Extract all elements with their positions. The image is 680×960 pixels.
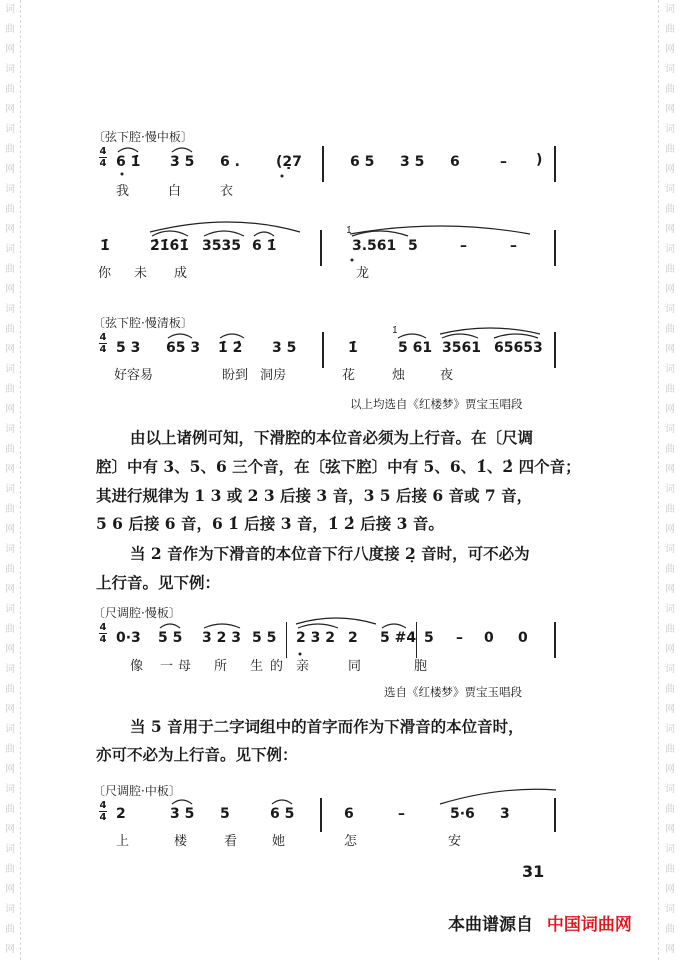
watermark-char: 词: [5, 364, 15, 375]
note-group: 3 5: [272, 340, 297, 356]
paragraph-line: 腔〕中有 3、5、6 三个音，在〔弦下腔〕中有 5、6、1̇、2̇ 四个音；: [96, 457, 581, 476]
watermark-char: 词: [5, 424, 15, 435]
watermark-char: 网: [5, 884, 15, 895]
watermark-char: 词: [665, 64, 675, 75]
example4-label: 〔尺调腔·中板〕: [93, 784, 181, 798]
watermark-char: 曲: [5, 84, 15, 95]
watermark-char: 曲: [665, 444, 675, 455]
note-group: 6 1̇: [116, 154, 141, 170]
watermark-char: 网: [665, 44, 675, 55]
watermark-char: 网: [665, 944, 675, 955]
watermark-char: 词: [5, 784, 15, 795]
watermark-char: 网: [5, 524, 15, 535]
note-group: 2: [348, 630, 358, 646]
slur: [350, 226, 530, 234]
note-group: 3535: [202, 238, 241, 254]
slur: [494, 334, 538, 338]
note-group: 6 5: [270, 806, 295, 822]
example3-time-signature: 4 4: [99, 622, 107, 645]
note-group: 5: [220, 806, 230, 822]
watermark-char: 曲: [5, 144, 15, 155]
lyric: 成: [174, 266, 188, 281]
note-group: 3.561: [352, 238, 397, 254]
watermark-char: 词: [5, 604, 15, 615]
note-group: 3: [500, 806, 510, 822]
example2-label: 〔弦下腔·慢清板〕: [93, 316, 193, 330]
note-group: 5 3: [116, 340, 141, 356]
watermark-char: 网: [5, 164, 15, 175]
note-group: 1̇: [100, 238, 110, 254]
note-group: 6 5: [350, 154, 375, 170]
footer-prefix: 本曲谱源自: [448, 915, 533, 935]
paragraph-line: 由以上诸例可知，下滑腔的本位音必须为上行音。在〔尺调: [130, 428, 534, 447]
note-group: 5 #4: [380, 630, 417, 646]
watermark-char: 曲: [665, 504, 675, 515]
watermark-char: 曲: [665, 324, 675, 335]
watermark-char: 曲: [5, 24, 15, 35]
lyric: 母: [178, 659, 192, 674]
watermark-char: 曲: [5, 924, 15, 935]
watermark-char: 网: [665, 104, 675, 115]
watermark-char: 网: [5, 404, 15, 415]
watermark-char: 曲: [5, 744, 15, 755]
lyric: 亲: [296, 659, 310, 674]
lyric: 一: [160, 659, 174, 674]
note-group: 5·6: [450, 806, 475, 822]
example3-label: 〔尺调腔·慢板〕: [93, 606, 181, 620]
watermark-char: 网: [665, 284, 675, 295]
lyric: 夜: [440, 368, 454, 383]
lyric: 看: [224, 834, 238, 849]
watermark-char: 词: [5, 4, 15, 15]
watermark-char: 曲: [5, 564, 15, 575]
watermark-char: 网: [5, 284, 15, 295]
lyric: 盼到: [222, 368, 249, 383]
watermark-char: 网: [665, 164, 675, 175]
source-note: 以上均选自《红楼梦》贾宝玉唱段: [350, 397, 523, 411]
watermark-char: 网: [665, 764, 675, 775]
watermark-char: 词: [665, 424, 675, 435]
watermark-char: 网: [665, 344, 675, 355]
watermark-char: 词: [5, 724, 15, 735]
watermark-char: 曲: [665, 924, 675, 935]
example2-time-signature: 4 4: [99, 332, 107, 355]
paragraph-line: 亦可不必为上行音。见下例：: [96, 745, 298, 764]
note-group: 5: [408, 238, 418, 254]
lyric: 你: [98, 266, 112, 281]
lyric: 生: [250, 659, 264, 674]
watermark-char: 网: [5, 344, 15, 355]
note-group: 1̇ 2̇: [218, 340, 243, 356]
note-group: 65653: [494, 340, 543, 356]
lyric: 的: [270, 659, 284, 674]
watermark-char: 网: [665, 224, 675, 235]
watermark-char: 网: [5, 944, 15, 955]
watermark-char: 网: [665, 524, 675, 535]
watermark-char: 词: [5, 64, 15, 75]
slur: [172, 148, 192, 152]
page-number: 31: [522, 862, 545, 881]
watermark-char: 网: [5, 224, 15, 235]
grace-note: 1̇: [392, 326, 398, 336]
watermark-char: 曲: [665, 864, 675, 875]
note-group: 2̇1̇6̇1̇: [150, 238, 189, 254]
watermark-char: 词: [665, 304, 675, 315]
slur: [204, 624, 240, 628]
note-group: 3 2 3: [202, 630, 241, 646]
slur: [254, 232, 274, 236]
watermark-char: 词: [665, 784, 675, 795]
paragraph-line: 5 6 后接 6 音，6 1̇ 后接 3 音，1̇ 2̇ 后接 3 音。: [96, 514, 444, 533]
watermark-char: 网: [5, 104, 15, 115]
watermark-char: 曲: [5, 264, 15, 275]
watermark-char: 词: [665, 244, 675, 255]
lyric: 龙: [356, 266, 370, 281]
watermark-char: 曲: [665, 264, 675, 275]
note-group: ): [536, 152, 543, 168]
slur: [440, 789, 556, 804]
watermark-char: 词: [665, 4, 675, 15]
watermark-char: 词: [665, 724, 675, 735]
note-group: 2: [116, 806, 126, 822]
slur: [296, 618, 376, 624]
watermark-char: 曲: [5, 624, 15, 635]
paragraph-line: 当 5 音用于二字词组中的首字而作为下滑音的本位音时，: [130, 717, 524, 736]
watermark-char: 曲: [665, 84, 675, 95]
lyric: 安: [448, 834, 462, 849]
note-group: 5: [424, 630, 434, 646]
watermark-char: 曲: [5, 804, 15, 815]
slur: [298, 624, 338, 628]
watermark-char: 曲: [665, 144, 675, 155]
lyric: 胞: [414, 659, 428, 674]
slur: [118, 148, 138, 152]
watermark-char: 词: [5, 664, 15, 675]
watermark-char: 曲: [665, 744, 675, 755]
source-note: 选自《红楼梦》贾宝玉唱段: [384, 685, 522, 699]
watermark-char: 词: [665, 664, 675, 675]
note-group: 3 5: [170, 154, 195, 170]
note-group: 6 1̇: [252, 238, 277, 254]
watermark-char: 网: [5, 704, 15, 715]
lyric: 烛: [392, 368, 406, 383]
watermark-char: 网: [665, 404, 675, 415]
watermark-char: 词: [5, 304, 15, 315]
watermark-char: 曲: [665, 564, 675, 575]
note-group: –: [460, 238, 467, 254]
watermark-char: 网: [665, 824, 675, 835]
watermark-char: 网: [665, 584, 675, 595]
watermark-char: 网: [5, 584, 15, 595]
lyric: 楼: [174, 834, 188, 849]
paragraph-line: 上行音。见下例：: [96, 573, 221, 592]
note-group: 65 3: [166, 340, 201, 356]
note-group: 3 5: [170, 806, 195, 822]
watermark-char: 词: [5, 124, 15, 135]
watermark-char: 曲: [5, 864, 15, 875]
lyric: 我: [116, 184, 130, 199]
watermark-char: 词: [5, 484, 15, 495]
note-group: 0: [518, 630, 528, 646]
lyric: 好容易: [114, 368, 154, 383]
example1-label: 〔弦下腔·慢中板〕: [93, 130, 193, 144]
watermark-char: 词: [5, 244, 15, 255]
paragraph-line: 当 2 音作为下滑音的本位音下行八度接 2̣ 音时，可不必为: [130, 544, 530, 563]
note-group: –: [510, 238, 517, 254]
watermark-char: 曲: [665, 384, 675, 395]
slur: [382, 624, 406, 628]
note-group: 0: [484, 630, 494, 646]
slur: [168, 334, 192, 338]
watermark-char: 曲: [5, 504, 15, 515]
lyric: 白: [168, 184, 182, 199]
slur: [152, 231, 188, 236]
footer-site-link[interactable]: 中国词曲网: [546, 915, 632, 935]
watermark-char: 曲: [665, 684, 675, 695]
watermark-char: 曲: [665, 24, 675, 35]
watermark-char: 网: [5, 824, 15, 835]
note-group: 1̇: [348, 340, 358, 356]
watermark-char: 词: [665, 364, 675, 375]
slur: [160, 624, 180, 628]
example4-time-signature: 4 4: [99, 800, 107, 823]
watermark-char: 词: [665, 184, 675, 195]
watermark-char: 网: [665, 644, 675, 655]
lyric: 她: [272, 834, 286, 849]
slur: [440, 328, 540, 334]
watermark-char: 网: [5, 644, 15, 655]
lyric: 衣: [220, 184, 234, 199]
lyric: 同: [348, 659, 362, 674]
watermark-char: 词: [665, 544, 675, 555]
watermark-char: 词: [665, 124, 675, 135]
note-group: 3561: [442, 340, 481, 356]
watermark-char: 曲: [5, 324, 15, 335]
watermark-char: 曲: [5, 384, 15, 395]
note-group: 3 5: [400, 154, 425, 170]
watermark-char: 曲: [665, 624, 675, 635]
watermark-char: 网: [665, 464, 675, 475]
watermark-char: 网: [5, 764, 15, 775]
note-group: 5 61: [398, 340, 433, 356]
watermark-char: 曲: [5, 444, 15, 455]
lyric: 像: [130, 659, 144, 674]
note-group: 5 5: [252, 630, 277, 646]
watermark-char: 词: [5, 844, 15, 855]
watermark-char: 词: [665, 904, 675, 915]
watermark-char: 词: [5, 184, 15, 195]
lyric: 未: [134, 266, 148, 281]
lyric: 怎: [344, 834, 358, 849]
slur: [272, 800, 292, 804]
watermark-char: 网: [665, 884, 675, 895]
watermark-char: 网: [665, 704, 675, 715]
lyric: 上: [116, 834, 130, 849]
note-group: 2 3 2: [296, 630, 335, 646]
note-group: 6: [450, 154, 460, 170]
slur: [398, 334, 426, 338]
watermark-char: 曲: [665, 204, 675, 215]
note-group: 5 5: [158, 630, 183, 646]
watermark-char: 曲: [5, 684, 15, 695]
watermark-char: 网: [5, 464, 15, 475]
note-group: 6: [344, 806, 354, 822]
slur: [204, 231, 244, 236]
example1-time-signature: 4 4: [99, 146, 107, 169]
lyric: 洞房: [260, 368, 287, 383]
note-group: –: [456, 630, 463, 646]
watermark-char: 词: [665, 844, 675, 855]
watermark-char: 词: [665, 604, 675, 615]
note-group: 0·3: [116, 630, 141, 646]
slur: [172, 800, 192, 804]
lyric: 所: [214, 659, 228, 674]
slur: [442, 334, 478, 338]
slur: [220, 334, 244, 338]
watermark-char: 曲: [665, 804, 675, 815]
watermark-char: 词: [5, 544, 15, 555]
paragraph-line: 其进行规律为 1 3 或 2 3 后接 3 音，3 5 后接 6 音或 7 音，: [96, 486, 533, 505]
note-group: –: [398, 806, 405, 822]
watermark-char: 曲: [5, 204, 15, 215]
note-group: (2̣7: [276, 154, 302, 170]
watermark-char: 词: [665, 484, 675, 495]
note-group: –: [500, 154, 507, 170]
lyric: 花: [342, 368, 356, 383]
watermark-char: 词: [5, 904, 15, 915]
grace-note: 1̇: [346, 226, 352, 236]
note-group: 6 .: [220, 154, 240, 170]
watermark-char: 网: [5, 44, 15, 55]
